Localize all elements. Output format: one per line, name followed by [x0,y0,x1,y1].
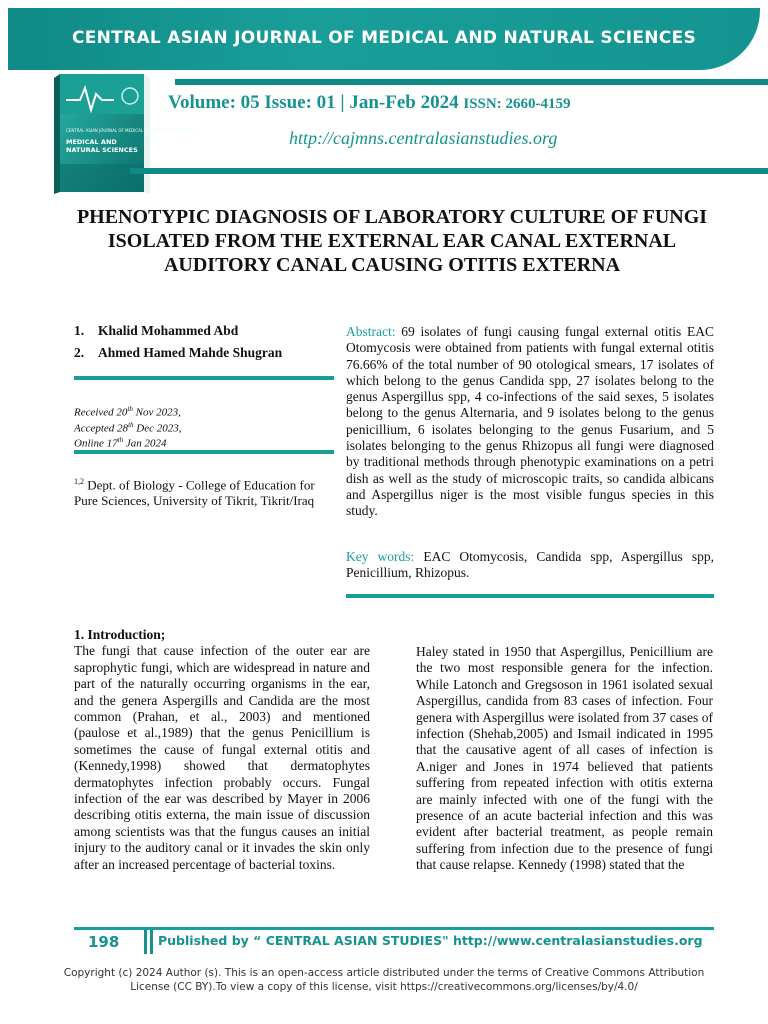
author-divider [74,376,334,380]
abstract-text: 69 isolates of fungi causing fungal external otitis EAC Otomycosis were obtained from patients with fungal external otitis 76.66% of the total number of 90 otological smears, 17 isolates of which belong to the genus Candida spp, 27 isolates belong to the genus Aspergillus spp, 4 co-infections of the said sexes, 5 isolates belong to the genus Alternaria, and 9 isolates belong to the genus penicillium, 6 isolates belonging to the genus Fusarium, and 5 isolates belonging to the genus Rhizopus all fungi were diagnosed by traditional methods through phenotypic examinations on a petri dish as well as the study of microscopic traits, so candida albicans and Aspergillus niger is the most visible fungus species in this study. [346,324,714,519]
journal-name: CENTRAL ASIAN JOURNAL OF MEDICAL AND NATURAL SCIENCES [71,28,697,48]
journal-url[interactable]: http://cajmns.centralasianstudies.org [289,128,558,148]
abstract [346,324,714,520]
section-heading: 1. Introduction; [74,627,166,642]
author-item [74,345,334,361]
intro-paragraph-right: Haley stated in 1950 that Aspergillus, Penicillium are the two most responsible genera for the infection. While Latonch and Gregsoson in 1961 isolated sexual Aspergillus, candida from 83 cases of infection. Four genera with Aspergillus were isolated from 37 cases of infection (Shehab,2005) and Ismail indicated in 1995 that the causative agent of all cases of infection is A.niger and Jones in 1974 believed that patients suffering from repeated infection with otitis externa are mainly infected with one of the fungi with the presence of an acute bacterial infection and this was evident after bacterial treatment, as people remain suffering from infection due to the presence of fungi that cause relapse. Kennedy (1998) stated that the [416,644,713,873]
online-date: Online 17th Jan 2024 [74,436,167,450]
publisher-line[interactable]: Published by “ CENTRAL ASIAN STUDIES" http://www.centralasianstudies.org [158,933,703,948]
affiliation-superscript: 1,2 [74,477,84,486]
author-list [74,323,334,367]
abstract-label: Abstract: [346,324,396,339]
affiliation [74,474,336,509]
body-column-left [74,627,370,873]
paper-title: PHENOTYPIC DIAGNOSIS OF LABORATORY CULTURE OF FUNGI ISOLATED FROM THE EXTERNAL EAR CANAL EXTERNAL AUDITORY CANAL CAUSING OTITIS EXTERNA [76,206,708,276]
abstract-divider [346,594,714,598]
header-rule-bottom [130,168,768,174]
volume-issue-line [168,92,570,114]
copyright-notice: Copyright (c) 2024 Author (s). This is an open-access article distributed under the terms of Creative Commons Attribution License (CC BY).To view a copy of this license, visit https://creativecommons.org/licenses/by/4.0/ [63,967,705,993]
author-number: 1. [74,323,85,338]
received-date: Received 20th Nov 2023, [74,405,181,419]
footer-rule [74,927,714,930]
keywords [346,549,714,582]
keywords-label: Key words: [346,549,415,564]
journal-banner [8,8,760,70]
footer-separator [150,930,153,954]
cover-label: CENTRAL ASIAN JOURNAL OF MEDICAL AND NATURAL SCIENCES [66,128,194,133]
affiliation-text: Dept. of Biology - College of Education for Pure Sciences, University of Tikrit, Tikrit/Iraq [74,477,315,509]
article-dates [74,403,181,450]
author-item [74,323,334,339]
svg-text:MEDICAL AND: MEDICAL AND [66,138,117,146]
header-rule-top [175,79,768,85]
author-name: Ahmed Hamed Mahde Shugran [98,345,283,360]
accepted-date: Accepted 28th Dec 2023, [74,420,182,435]
page-number: 198 [88,933,120,951]
volume-issue: Volume: 05 Issue: 01 | Jan-Feb 2024 [168,92,459,113]
dates-divider [74,450,334,454]
issn: ISSN: 2660-4159 [463,96,571,112]
footer-separator [144,930,147,954]
author-number: 2. [74,345,85,360]
body-column-right [416,644,713,874]
intro-paragraph-left: The fungi that cause infection of the outer ear are saprophytic fungi, which are widespread in nature and part of the naturally occurring organisms in the ear, and the genera Aspergills and Candida are the most common (Prahan, et al., 2003) and mentioned (paulose et al.,1989) that the genus Penicillium is sometimes the cause of fungal external otitis and (Kennedy,1998) showed that dermatophytes dermatophytes infection probably occurs. Fungal infection of the ear was described by Mayer in 2006 describing otitis externa, the main issue of discussion among scientists was that the fungus causes an initial injury to the auditory canal or it invades the skin only after an increased percentage of bacterial toxins. [74,643,370,872]
author-name: Khalid Mohammed Abd [98,323,239,338]
keywords-text: EAC Otomycosis, Candida spp, Aspergillus spp, Penicillium, Rhizopus. [346,549,714,581]
journal-cover-image [50,72,194,196]
svg-text:NATURAL SCIENCES: NATURAL SCIENCES [66,146,138,154]
